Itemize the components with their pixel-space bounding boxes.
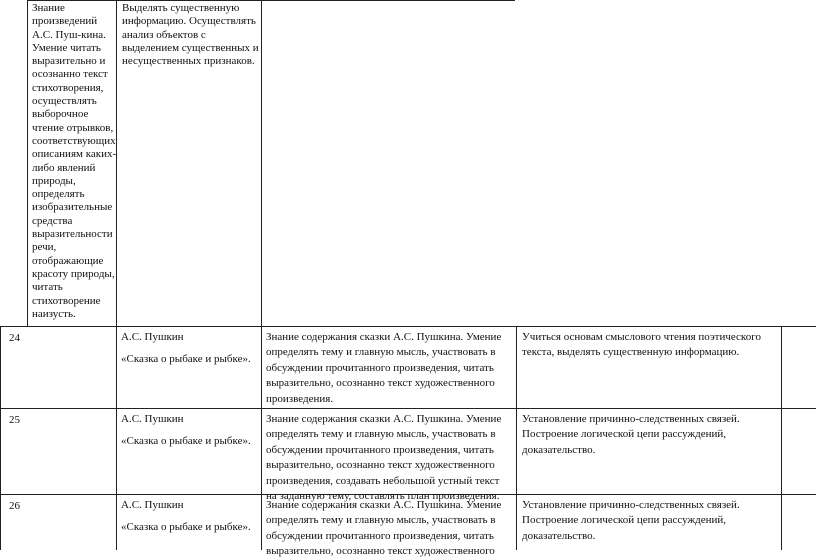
results-cell: Знание содержания сказки А.С. Пушкина. Умение определять тему и главную мысль, участвовать в обсуждении прочитанного произведения, читать выразительно, осознанно текст художественного произведения, создавать небольшой устный текст на заданную тему, составлять план произведения.: [266, 413, 502, 503]
row-divider: [0, 408, 816, 409]
grid-line: [116, 326, 117, 550]
row-number: 24: [9, 332, 20, 344]
results-cell: Знание содержания сказки А.С. Пушкина. Умение определять тему и главную мысль, участвовать в обсуждении прочитанного произведения, читать выразительно, осознанно текст художественного: [266, 499, 502, 558]
author-cell: [121, 412, 259, 450]
row-number: 26: [9, 500, 20, 512]
uud-cell: Выделять существенную информацию. Осуществлять анализ объектов с выделением существенных и несущественных признаков.: [122, 2, 259, 68]
grid-line: [0, 326, 1, 550]
grid-line: [261, 0, 262, 326]
author-cell: [121, 498, 259, 536]
row-number: 25: [9, 414, 20, 426]
uud-cell: Учиться основам смыслового чтения поэтического текста, выделять существенную информацию.: [522, 331, 761, 359]
work-title: «Сказка о рыбаке и рыбке».: [121, 353, 251, 366]
grid-line: [781, 326, 782, 550]
uud-cell: Установление причинно-следственных связей. Построение логической цепи рассуждений, доказательство.: [522, 413, 740, 456]
author-name: А.С. Пушкин: [121, 331, 184, 343]
author-cell: [121, 330, 259, 368]
knowledge-cell: Знание произведений А.С. Пуш-кина. Умение читать выразительно и осознанно текст стихотворения, осуществлять выборочное чтение отрывков, соответствующих описаниям каких-либо явлений природы, определять изобразительные средства выразительности речи, отображающие красоту природы, читать стихотворение наизусть.: [32, 2, 117, 320]
author-name: А.С. Пушкин: [121, 499, 184, 511]
grid-line: [27, 0, 28, 326]
results-cell: Знание содержания сказки А.С. Пушкина. Умение определять тему и главную мысль, участвовать в обсуждении прочитанного произведения, читать выразительно, осознанно текст художественного произведения.: [266, 331, 502, 405]
row-divider: [0, 326, 816, 327]
work-title: «Сказка о рыбаке и рыбке».: [121, 521, 251, 534]
grid-line: [261, 326, 262, 550]
top-border: [27, 0, 515, 1]
author-name: А.С. Пушкин: [121, 413, 184, 425]
grid-line: [516, 326, 517, 550]
uud-cell: Установление причинно-следственных связей. Построение логической цепи рассуждений, доказательство.: [522, 499, 740, 542]
work-title: «Сказка о рыбаке и рыбке».: [121, 435, 251, 448]
